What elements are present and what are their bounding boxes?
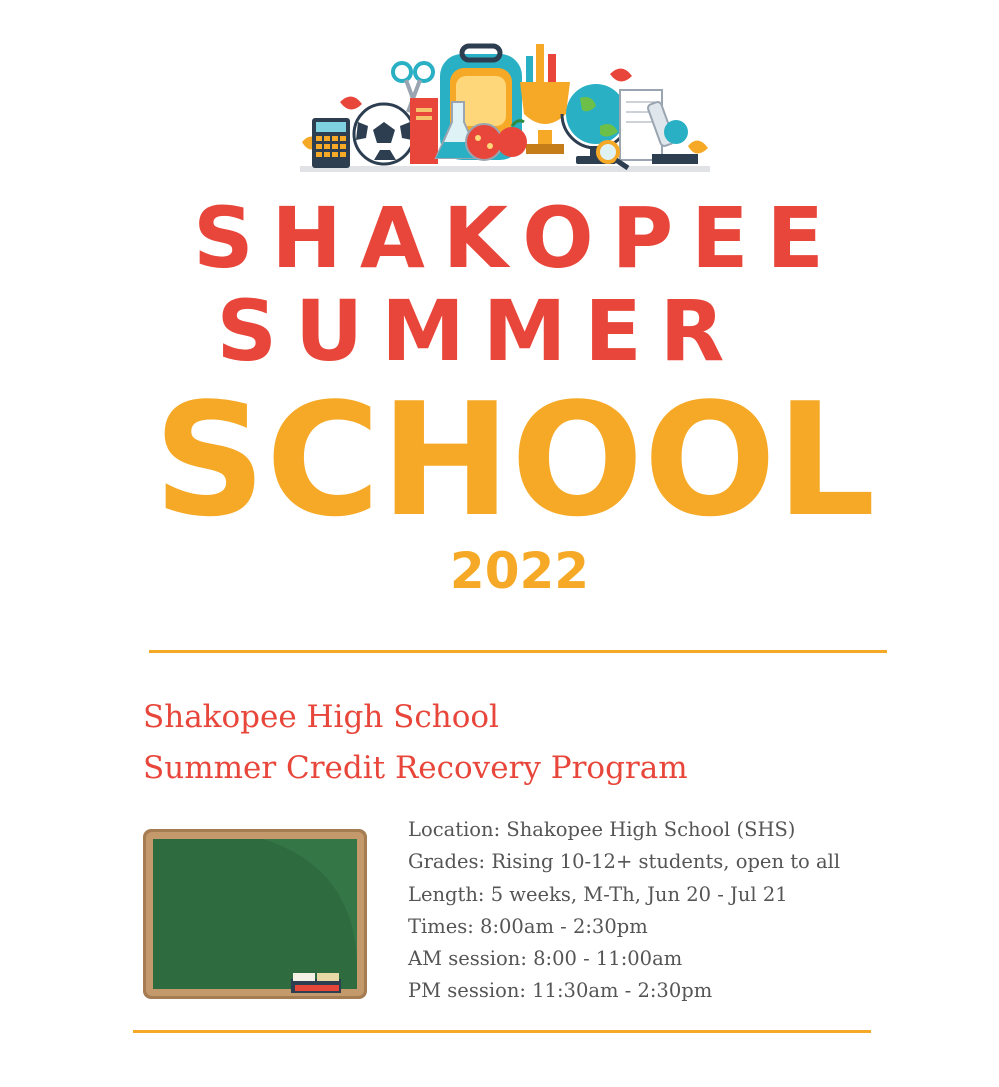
detail-times: Times: 8:00am - 2:30pm (408, 914, 648, 938)
book-icon (410, 98, 438, 164)
title-line-3: SCHOOL (153, 369, 876, 551)
detail-am-session: AM session: 8:00 - 11:00am (408, 947, 683, 971)
title-line-2: SUMMER (216, 282, 743, 380)
title-year: 2022 (449, 542, 590, 600)
calculator-icon (312, 118, 350, 168)
program-name: Summer Credit Recovery Program (143, 750, 688, 786)
school-name: Shakopee High School (143, 699, 499, 735)
detail-pm-session: PM session: 11:30am - 2:30pm (408, 979, 713, 1003)
title-line-1: SHAKOPEE (193, 189, 842, 287)
detail-location: Location: Shakopee High School (SHS) (408, 818, 796, 841)
soccer-ball-icon (354, 104, 414, 164)
school-supplies-illustration (300, 42, 710, 172)
bottom-divider (133, 1030, 871, 1033)
detail-length: Length: 5 weeks, M-Th, Jun 20 - Jul 21 (408, 882, 788, 906)
program-details (408, 814, 968, 1008)
detail-grades: Grades: Rising 10-12+ students, open to all (408, 850, 841, 874)
top-divider (149, 650, 887, 653)
chalkboard-icon (143, 829, 367, 999)
